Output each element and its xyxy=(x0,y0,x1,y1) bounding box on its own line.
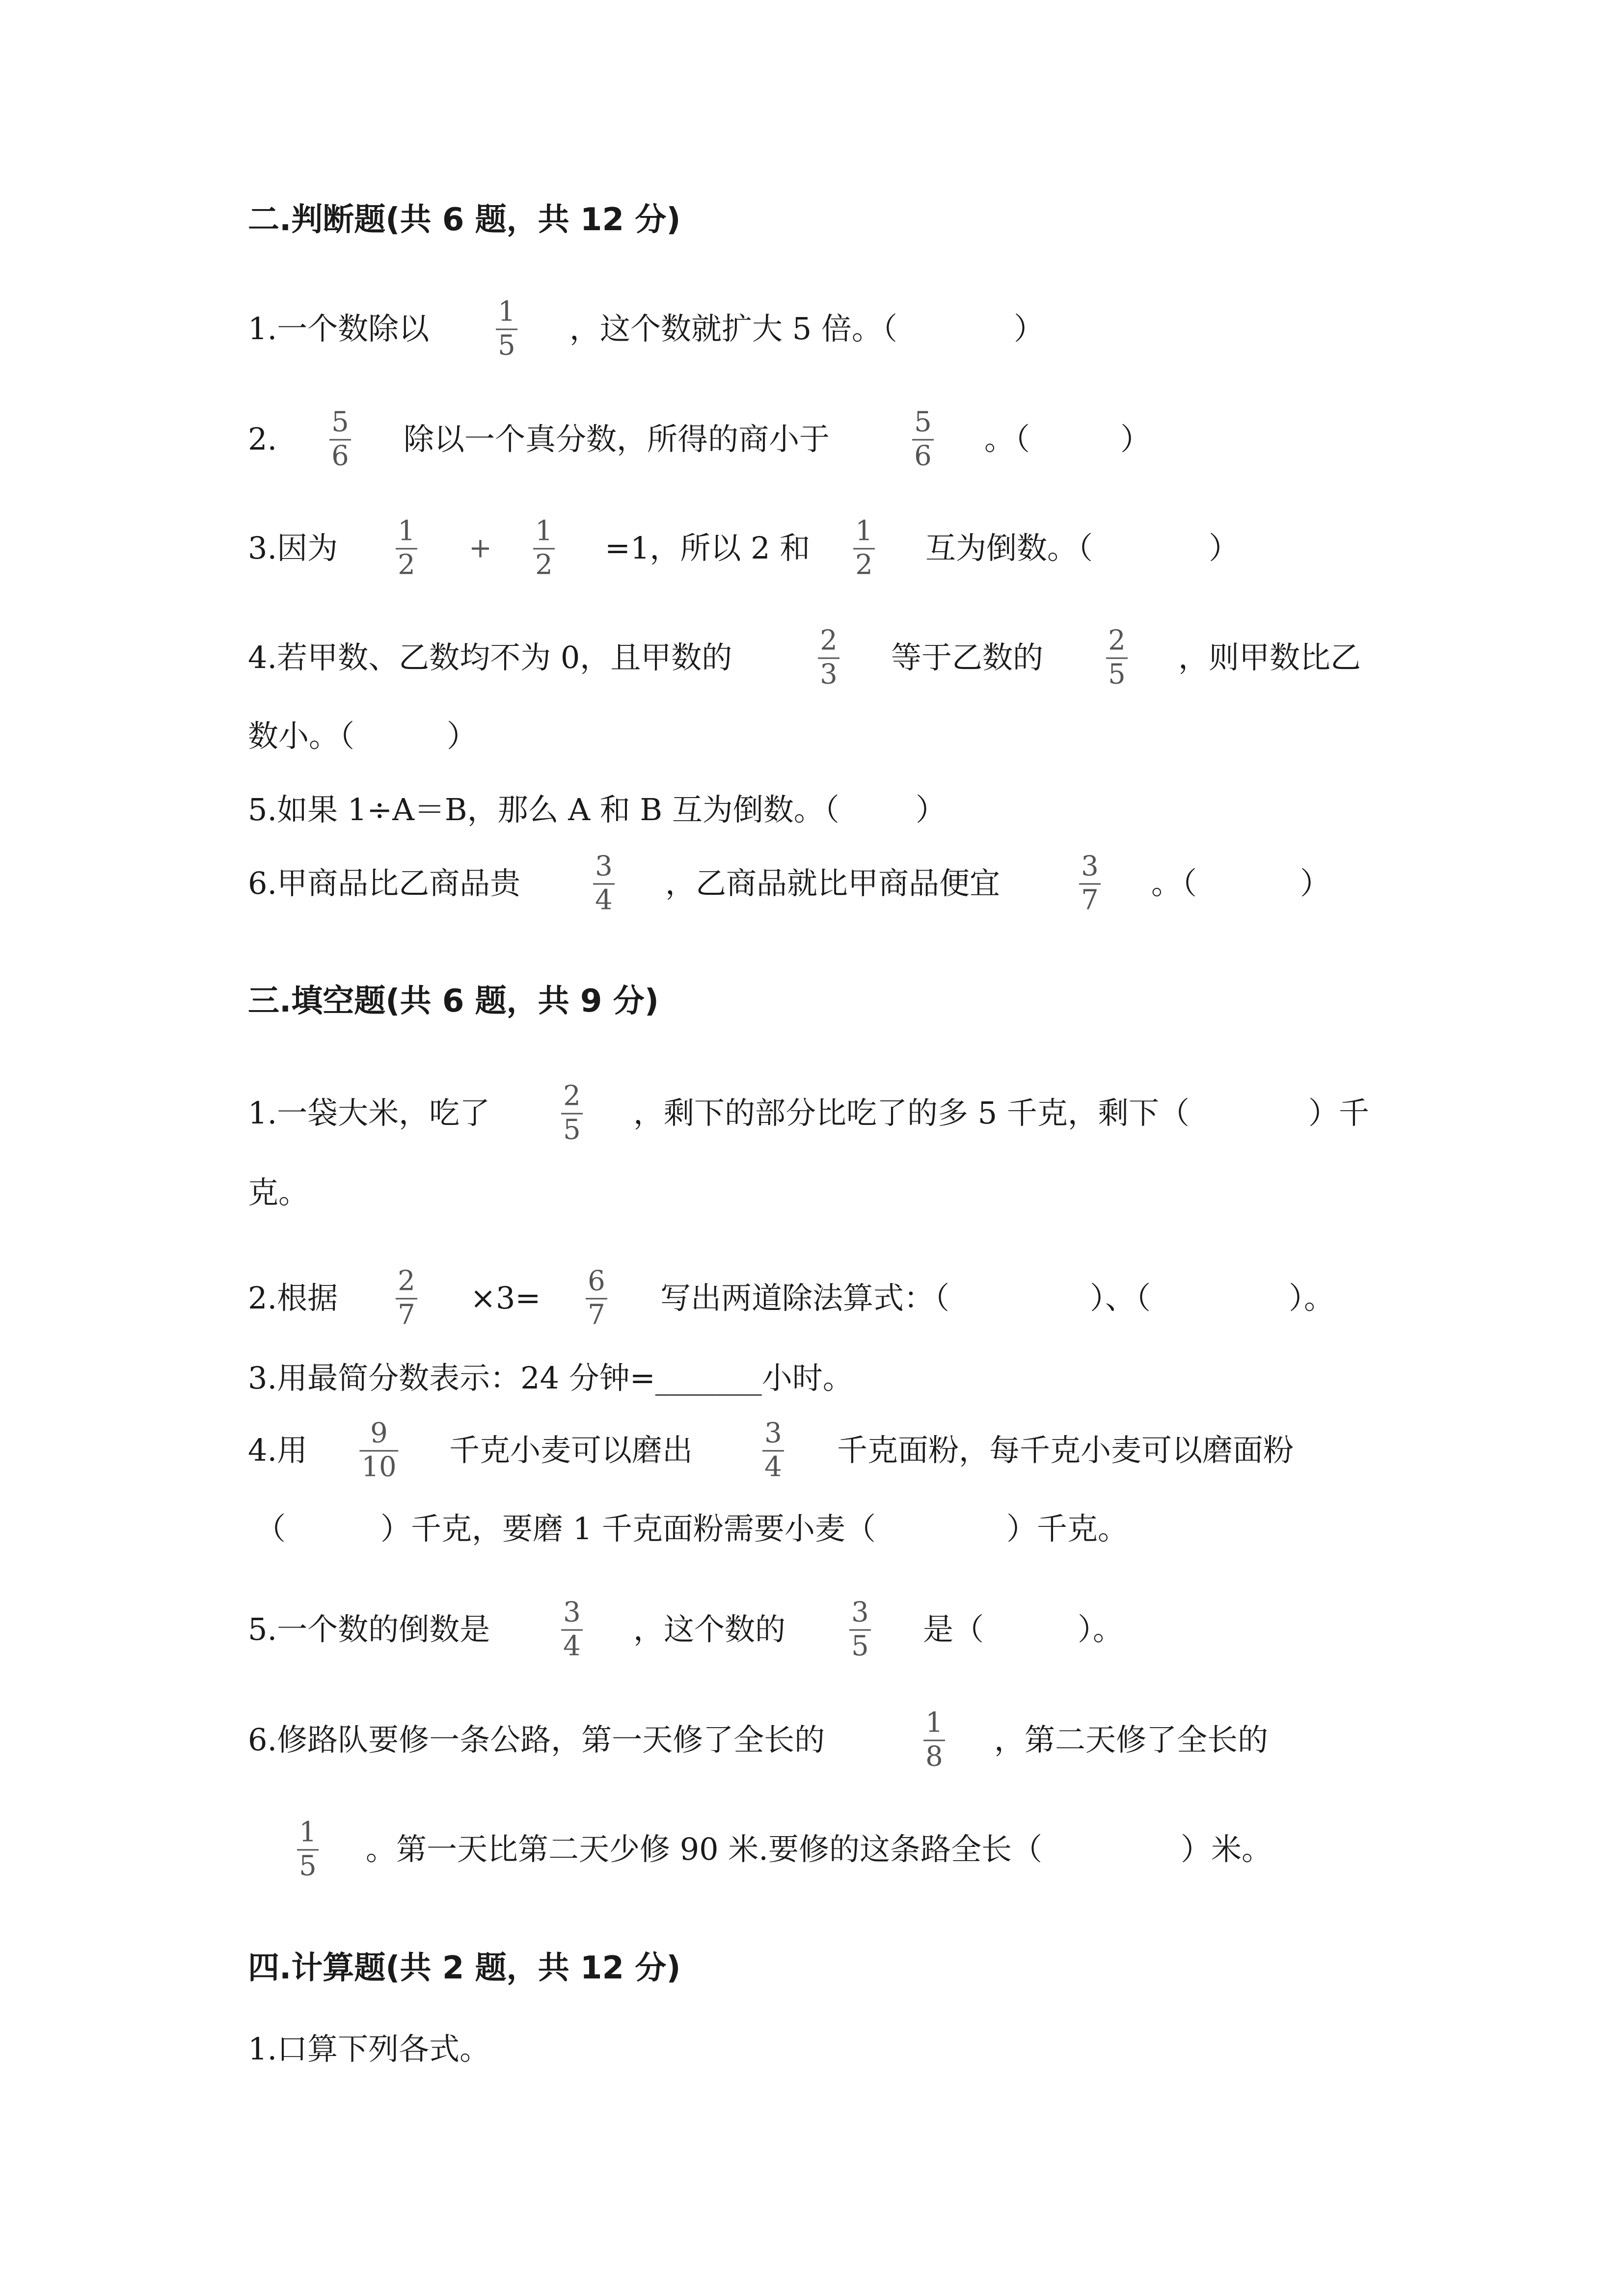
fraction xyxy=(853,517,875,580)
question-text: ）千克。 xyxy=(1006,1511,1129,1547)
section-title: 四.计算题(共 2 题，共 12 分) xyxy=(248,1950,681,1986)
question-text: ，剩下的部分比吃了的多 5 千克，剩下（ xyxy=(633,1095,1190,1131)
denominator: 4 xyxy=(764,1451,782,1483)
numerator: 1 xyxy=(925,1707,943,1739)
fraction xyxy=(329,408,351,471)
question-text: ，则甲数比乙 xyxy=(1178,640,1361,675)
denominator: 6 xyxy=(914,440,932,472)
question-text: 。第一天比第二天少修 90 米.要修的这条路全长（ xyxy=(366,1831,1043,1867)
question-text: ）、（ xyxy=(1090,1280,1151,1316)
question-text: 千克面粉，每千克小麦可以磨面粉 xyxy=(837,1432,1294,1468)
question-text: 6.修路队要修一条公路，第一天修了全长的 xyxy=(248,1722,825,1758)
question-text: 2.根据 xyxy=(248,1280,338,1316)
question-text: ）千克，要磨 1 千克面粉需要小麦（ xyxy=(380,1511,876,1547)
denominator: 4 xyxy=(595,884,613,916)
fraction xyxy=(586,1267,607,1330)
numerator: 3 xyxy=(563,1596,581,1629)
numerator: 2 xyxy=(1108,624,1126,657)
numerator: 1 xyxy=(398,515,415,547)
numerator: 5 xyxy=(331,406,349,438)
question-text: 克。 xyxy=(248,1175,309,1210)
answer-bracket-close: ） xyxy=(1120,421,1151,457)
denominator: 5 xyxy=(851,1630,869,1662)
fraction xyxy=(593,852,615,915)
question-text: 是（ xyxy=(923,1611,984,1647)
question-text: 。（ xyxy=(984,421,1030,457)
numerator: 1 xyxy=(299,1816,317,1848)
answer-bracket-close: ） xyxy=(916,792,947,828)
question-text: ）米。 xyxy=(1181,1831,1272,1867)
question-text: 2. xyxy=(248,421,277,457)
answer-bracket-close: ） xyxy=(1209,530,1240,566)
fraction xyxy=(496,297,517,361)
question-text: 数小。（ xyxy=(248,718,355,754)
denominator: 8 xyxy=(925,1740,943,1773)
question-text: 5.一个数的倒数是 xyxy=(248,1611,490,1647)
question-text: 千克小麦可以磨出 xyxy=(449,1432,693,1468)
question-text: ，乙商品就比甲商品便宜 xyxy=(665,865,1001,901)
numerator: 6 xyxy=(588,1265,605,1297)
fraction xyxy=(1079,852,1101,915)
question-text: 6.甲商品比乙商品贵 xyxy=(248,865,521,901)
denominator: 3 xyxy=(820,658,838,691)
question-text: 互为倒数。（ xyxy=(925,530,1093,566)
question-text: 写出两道除法算式：（ xyxy=(660,1280,950,1316)
question-text: 4.若甲数、乙数均不为 0，且甲数的 xyxy=(248,640,732,675)
fraction xyxy=(297,1818,319,1881)
fraction xyxy=(1106,626,1128,690)
question-text: 除以一个真分数，所得的商小于 xyxy=(404,421,830,457)
numerator: 3 xyxy=(851,1596,869,1629)
answer-bracket-close: ） xyxy=(447,718,478,754)
numerator: 2 xyxy=(563,1080,581,1112)
question-text: ，这个数的 xyxy=(633,1611,786,1647)
question-text: ）。 xyxy=(1078,1611,1124,1647)
denominator: 6 xyxy=(331,440,349,472)
numerator: 3 xyxy=(595,850,613,882)
question-text: 1.一个数除以 xyxy=(248,311,430,347)
fraction xyxy=(359,1419,398,1482)
answer-bracket-close: ） xyxy=(1300,865,1331,901)
question-text: 1.口算下列各式。 xyxy=(248,2031,490,2067)
fraction xyxy=(923,1709,945,1772)
denominator: 5 xyxy=(1108,658,1126,691)
fraction xyxy=(849,1598,871,1661)
denominator: 5 xyxy=(563,1114,581,1146)
fraction xyxy=(912,408,934,471)
denominator: 4 xyxy=(563,1630,581,1662)
denominator: 2 xyxy=(855,549,873,581)
question-text: ，这个数就扩大 5 倍。（ xyxy=(569,311,897,347)
fraction xyxy=(561,1598,583,1661)
fraction xyxy=(396,517,417,580)
numerator: 1 xyxy=(498,295,515,328)
question-text: 等于乙数的 xyxy=(891,640,1044,675)
question-text: 。（ xyxy=(1151,865,1197,901)
numerator: 9 xyxy=(370,1417,388,1449)
numerator: 5 xyxy=(914,406,932,438)
denominator: 2 xyxy=(535,549,553,581)
question-text: 4.用 xyxy=(248,1432,308,1468)
numerator: 3 xyxy=(1081,850,1099,882)
section-title: 二.判断题(共 6 题，共 12 分) xyxy=(248,202,681,238)
numerator: 2 xyxy=(398,1265,415,1297)
question-text: ）。 xyxy=(1289,1280,1335,1316)
denominator: 5 xyxy=(299,1850,317,1882)
question-text: ×3= xyxy=(470,1280,541,1316)
numerator: 3 xyxy=(764,1417,782,1449)
fraction xyxy=(396,1267,417,1330)
denominator: 10 xyxy=(361,1451,397,1483)
answer-bracket-close: ） xyxy=(1014,311,1045,347)
numerator: 1 xyxy=(855,515,873,547)
question-text: 3.用最简分数表示：24 分钟=_______小时。 xyxy=(248,1360,853,1396)
denominator: 7 xyxy=(1081,884,1099,916)
fraction xyxy=(762,1419,784,1482)
denominator: 2 xyxy=(398,549,415,581)
fraction xyxy=(818,626,839,690)
fraction xyxy=(561,1082,583,1145)
question-text: 5.如果 1÷A＝B，那么 A 和 B 互为倒数。（ xyxy=(248,792,839,828)
plus-sign: + xyxy=(469,532,492,564)
section-title: 三.填空题(共 6 题，共 9 分) xyxy=(248,983,659,1019)
question-text: ，第二天修了全长的 xyxy=(994,1722,1269,1758)
fraction xyxy=(533,517,555,580)
question-text: （ xyxy=(255,1511,286,1547)
question-text: ）千 xyxy=(1308,1095,1370,1131)
denominator: 7 xyxy=(398,1299,415,1331)
question-text: 1.一袋大米，吃了 xyxy=(248,1095,490,1131)
question-text: 3.因为 xyxy=(248,530,338,566)
numerator: 1 xyxy=(535,515,553,547)
numerator: 2 xyxy=(820,624,838,657)
question-text: =1，所以 2 和 xyxy=(605,530,811,566)
denominator: 7 xyxy=(588,1299,605,1331)
denominator: 5 xyxy=(498,329,515,362)
